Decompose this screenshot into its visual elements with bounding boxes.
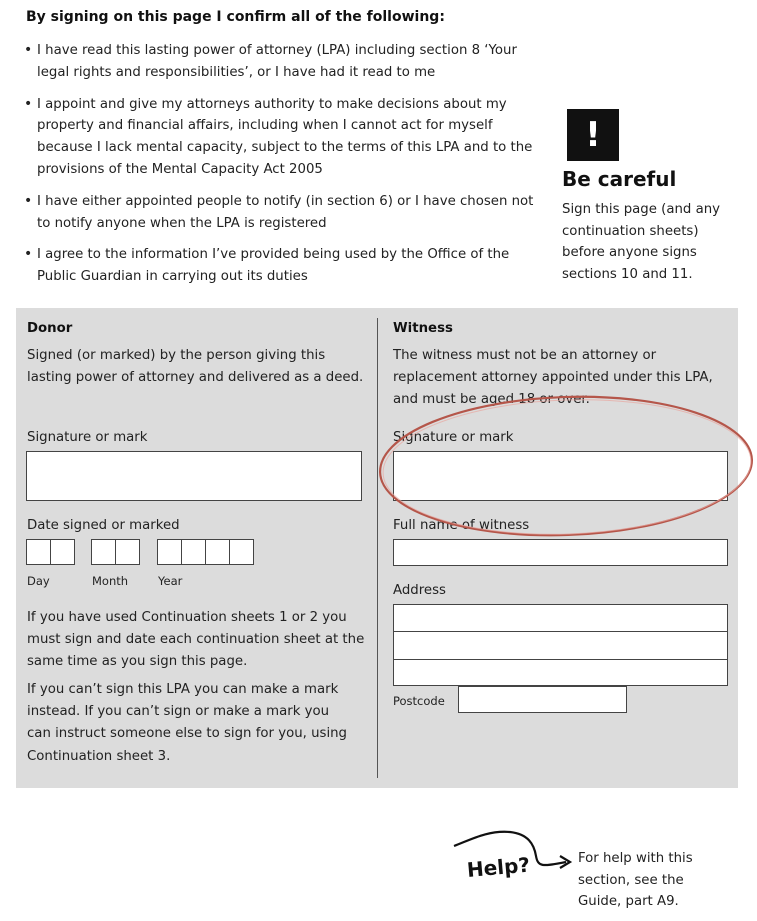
witness-name-field[interactable] — [393, 539, 728, 566]
continuation-note: If you have used Continuation sheets 1 or 2 you must sign and date each continuation sheet at the same time as you sign this page. — [27, 610, 365, 670]
witness-heading: Witness — [393, 321, 453, 336]
day-label: Day — [27, 574, 50, 588]
postcode-field[interactable] — [458, 686, 627, 713]
confirmation-item: • I appoint and give my attorneys authority to make decisions about my property and financial affairs, including when I cannot act for myself because I lack mental capacity, subject to the terms of this LPA and to the provisions of the Mental Capacity Act 2005 — [24, 94, 544, 181]
donor-heading: Donor — [27, 321, 73, 336]
confirmation-item: • I have read this lasting power of attorney (LPA) including section 8 ‘Your legal rights and responsibilities’, or I have had it read to me — [24, 40, 544, 84]
year-label: Year — [158, 574, 183, 588]
year-field[interactable] — [157, 539, 253, 565]
witness-description: The witness must not be an attorney or replacement attorney appointed under this LPA, and must be aged 18 or over. — [393, 348, 713, 408]
confirmation-item: • I agree to the information I’ve provided being used by the Office of the Public Guardian in carrying out its duties — [24, 244, 544, 288]
year-digit-box[interactable] — [205, 539, 230, 565]
year-digit-box[interactable] — [181, 539, 206, 565]
exclamation-icon: ! — [567, 109, 619, 161]
day-field[interactable] — [26, 539, 74, 565]
date-signed-label: Date signed or marked — [27, 518, 180, 533]
day-digit-box[interactable] — [50, 539, 75, 565]
year-digit-box[interactable] — [229, 539, 254, 565]
month-field[interactable] — [91, 539, 139, 565]
confirmation-heading: By signing on this page I confirm all of the following: — [26, 9, 445, 25]
mark-instead-note: If you can’t sign this LPA you can make a mark instead. If you can’t sign or make a mark you can instruct someone else to sign for you, using Continuation sheet 3. — [27, 682, 348, 764]
day-digit-box[interactable] — [26, 539, 51, 565]
address-line-divider — [394, 659, 727, 660]
witness-address-label: Address — [393, 583, 446, 598]
warning-title: Be careful — [562, 167, 677, 191]
column-divider — [377, 318, 378, 778]
donor-signature-field[interactable] — [26, 451, 362, 501]
postcode-label: Postcode — [393, 694, 445, 708]
warning-text: Sign this page (and any continuation sheets) before anyone signs sections 10 and 11. — [562, 202, 721, 282]
month-digit-box[interactable] — [115, 539, 140, 565]
help-text: For help with this section, see the Guide, part A9. — [578, 851, 693, 910]
donor-description: Signed (or marked) by the person giving this lasting power of attorney and delivered as a deed. — [27, 348, 364, 386]
month-digit-box[interactable] — [91, 539, 116, 565]
confirmation-list — [24, 40, 544, 298]
help-label: Help? — [465, 852, 531, 882]
address-line-divider — [394, 631, 727, 632]
witness-name-label: Full name of witness — [393, 518, 530, 533]
confirmation-item: • I have either appointed people to notify (in section 6) or I have chosen not to notify anyone when the LPA is registered — [24, 191, 544, 235]
witness-signature-label: Signature or mark — [393, 430, 514, 445]
year-digit-box[interactable] — [157, 539, 182, 565]
donor-signature-label: Signature or mark — [27, 430, 148, 445]
witness-address-field[interactable] — [393, 604, 728, 686]
witness-signature-field[interactable] — [393, 451, 728, 501]
month-label: Month — [92, 574, 129, 588]
